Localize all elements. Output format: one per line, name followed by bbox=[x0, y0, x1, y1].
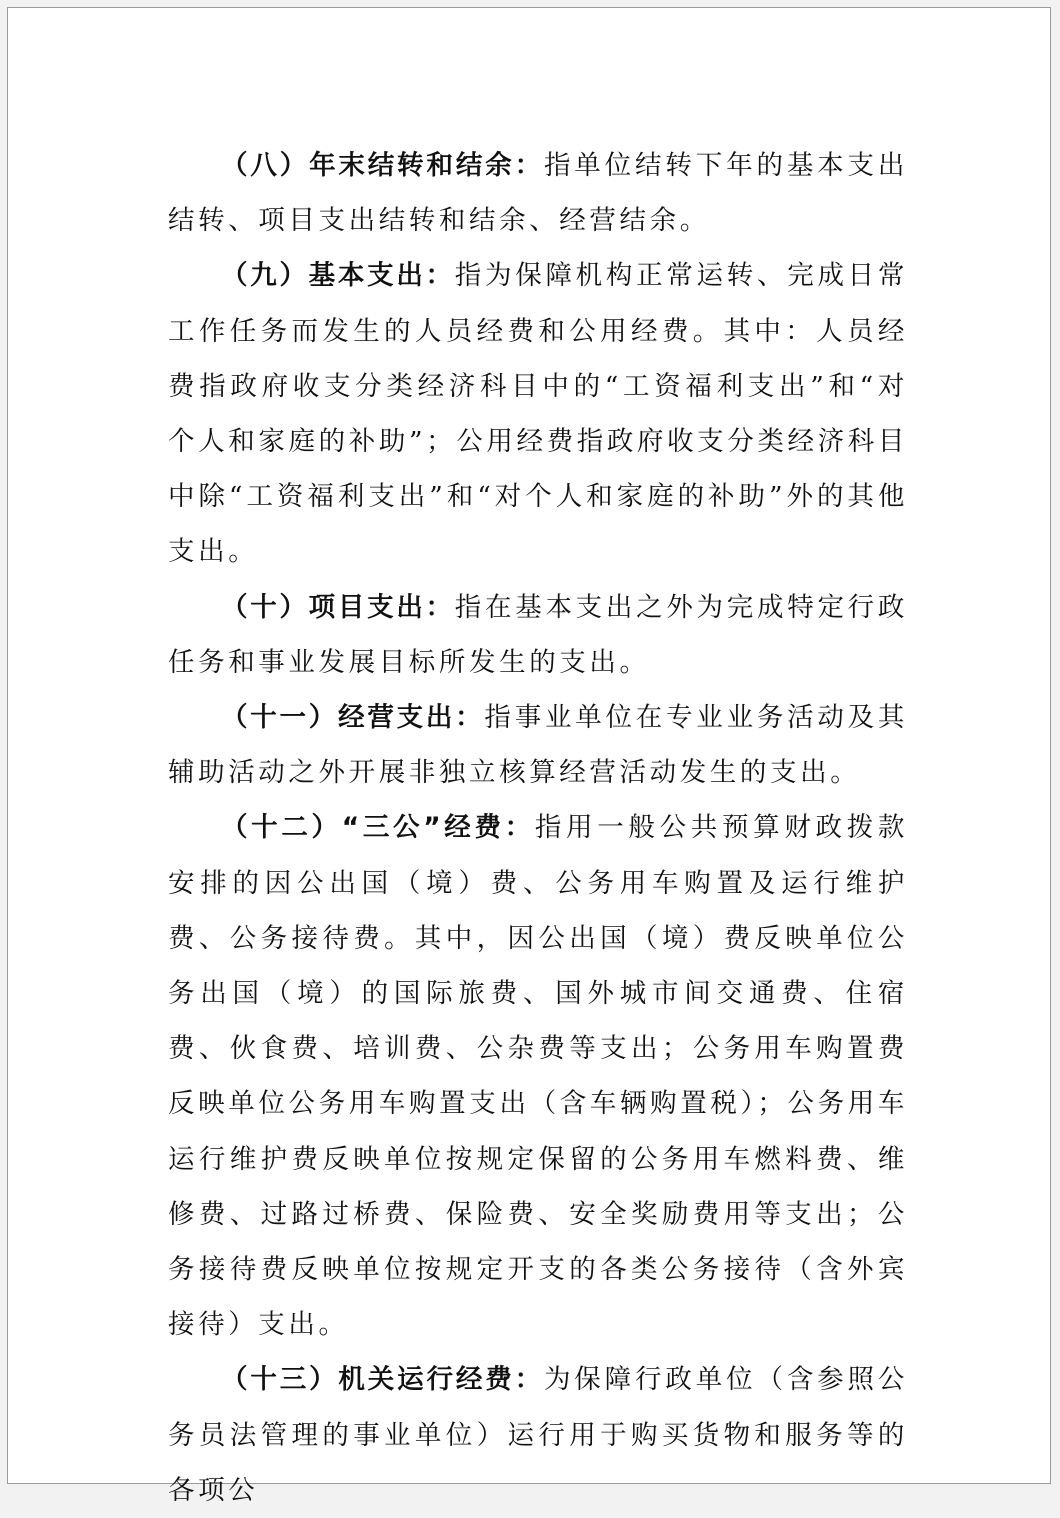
document-page bbox=[7, 7, 1051, 1506]
term-definition: 指事业单位在专业业务活动及其辅助活动之外开展非独立核算经营活动发生的支出。 bbox=[168, 702, 909, 789]
paragraph-project-expenditure bbox=[168, 580, 908, 690]
term-heading: （九）基本支出： bbox=[221, 260, 455, 292]
term-definition: 为保障行政单位（含参照公务员法管理的事业单位）运行用于购买货物和服务等的各项公 bbox=[168, 1364, 908, 1506]
term-heading: （八）年末结转和结余： bbox=[221, 150, 544, 181]
term-definition: 指用一般公共预算财政拨款安排的因公出国（境）费、公务用车购置及运行维护费、公务接待费。其中，因公出国（境）费反映单位公务出国（境）的国际旅费、国外城市间交通费、住宿费、伙食费、培训费、公杂费等支出；公务用车购置费反映单位公务用车购置支出（含车辆购置税）；公务用车运行维护费反映单位按规定保留的公务用车燃料费、维修费、过路过桥费、保险费、安全奖励费用等支出；公务接待费反映单位按规定开支的各类公务接待（含外宾接待）支出。 bbox=[168, 812, 909, 1341]
term-heading: （十一）经营支出： bbox=[221, 702, 485, 734]
term-definition: 指单位结转下年的基本支出结转、项目支出结转和结余、经营结余。 bbox=[168, 150, 908, 237]
term-heading: （十二）“三公”经费： bbox=[221, 812, 535, 844]
document-body bbox=[168, 138, 908, 1518]
term-definition: 指在基本支出之外为完成特定行政任务和事业发展目标所发生的支出。 bbox=[168, 591, 908, 678]
term-heading: （十三）机关运行经费： bbox=[221, 1364, 544, 1396]
paragraph-year-end-balance bbox=[168, 138, 908, 248]
paragraph-three-public-expenses bbox=[168, 800, 908, 1352]
term-definition: 指为保障机构正常运转、完成日常工作任务而发生的人员经费和公用经费。其中：人员经费指政府收支分类经济科目中的“工资福利支出”和“对个人和家庭的补助”；公用经费指政府收支分类经济科目中除“工资福利支出”和“对个人和家庭的补助”外的其他支出。 bbox=[168, 260, 908, 568]
term-heading: （十）项目支出： bbox=[221, 591, 455, 623]
paragraph-agency-operating-funds bbox=[168, 1352, 908, 1518]
paragraph-basic-expenditure bbox=[168, 248, 908, 579]
paragraph-operating-expenditure bbox=[168, 690, 908, 800]
